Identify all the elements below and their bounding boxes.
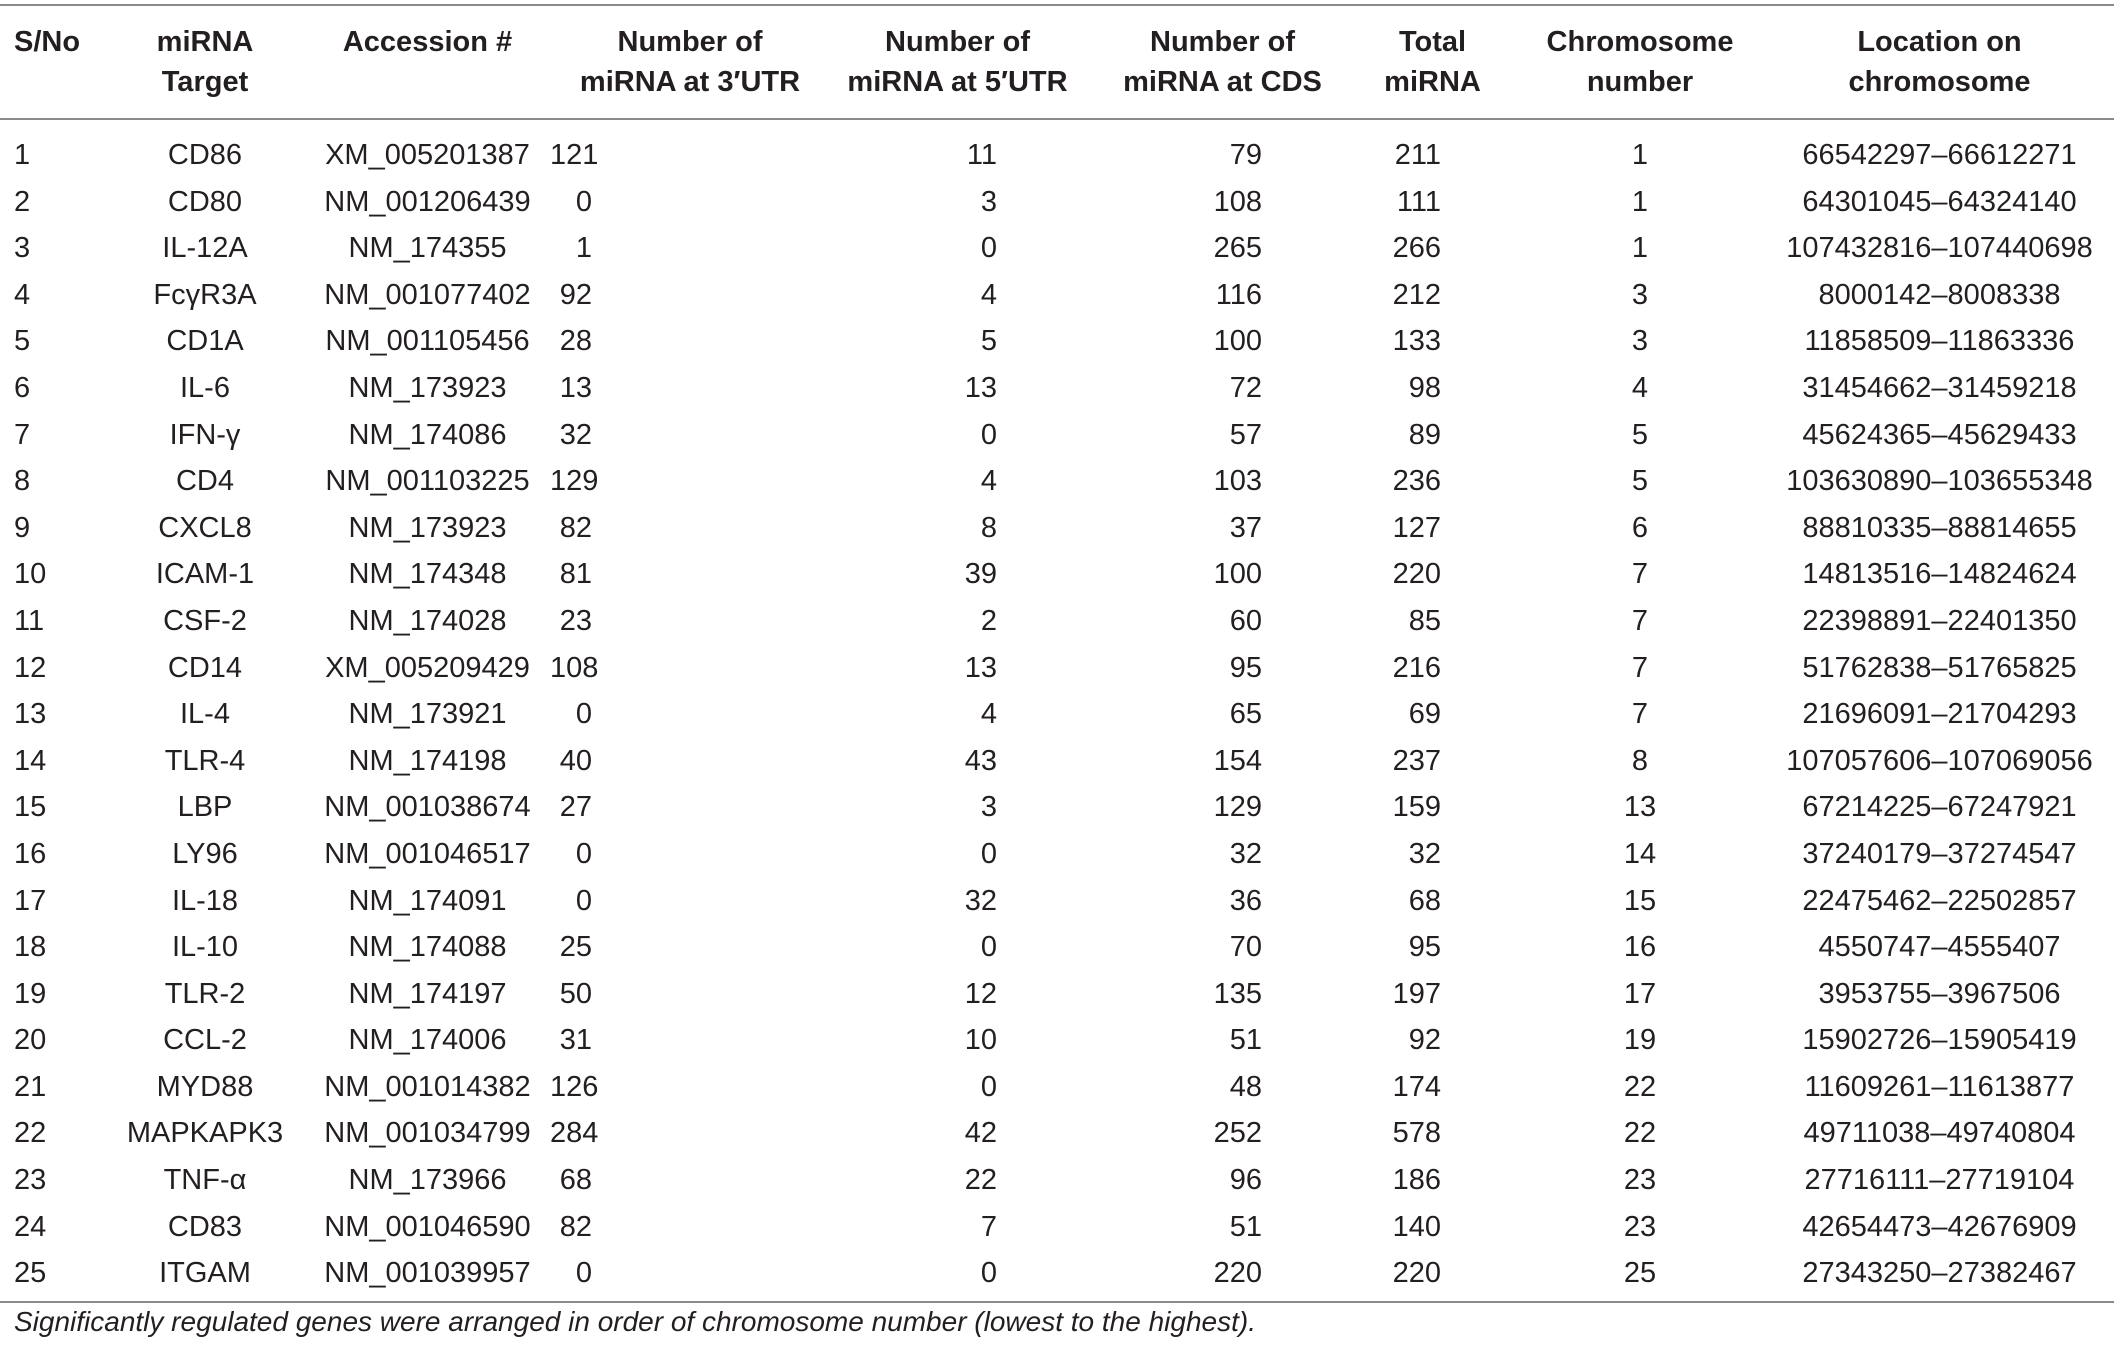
cell-accession: NM_001046590 bbox=[324, 1210, 531, 1243]
cell-location: 8000142–8008338 bbox=[1818, 278, 2061, 311]
cell-utr3: 81 bbox=[559, 558, 592, 591]
cell-utr5: 13 bbox=[964, 371, 997, 404]
cell-cds: 100 bbox=[1213, 558, 1262, 591]
cell-utr5: 43 bbox=[964, 744, 997, 777]
cell-location: 27716111–27719104 bbox=[1804, 1164, 2075, 1197]
table-row bbox=[0, 272, 2114, 319]
cell-chromosome: 5 bbox=[1631, 465, 1649, 498]
cell-accession: NM_174348 bbox=[348, 558, 507, 591]
table-footnote: Significantly regulated genes were arranged in order of chromosome number (lowest to the highest). bbox=[14, 1306, 1256, 1337]
cell-sno: 14 bbox=[14, 744, 47, 777]
cell-target: CSF-2 bbox=[163, 604, 247, 637]
cell-chromosome: 7 bbox=[1631, 651, 1649, 684]
cell-target: IL-4 bbox=[180, 698, 230, 731]
cell-accession: NM_174028 bbox=[348, 604, 507, 637]
cell-sno: 10 bbox=[14, 558, 47, 591]
cell-location: 11858509–11863336 bbox=[1804, 325, 2075, 358]
table-body bbox=[0, 119, 2114, 1302]
cell-target: IL-10 bbox=[171, 931, 239, 964]
cell-utr3: 23 bbox=[559, 604, 592, 637]
cell-target: CD4 bbox=[175, 465, 234, 498]
cell-total: 212 bbox=[1392, 278, 1441, 311]
cell-chromosome: 7 bbox=[1631, 558, 1649, 591]
cell-utr3: 28 bbox=[559, 325, 592, 358]
cell-utr3: 92 bbox=[559, 278, 592, 311]
cell-target: LBP bbox=[177, 791, 233, 824]
cell-total: 32 bbox=[1408, 837, 1441, 870]
cell-total: 220 bbox=[1350, 1250, 1515, 1302]
cell-utr3: 284 bbox=[550, 1117, 599, 1150]
cell-sno: 7 bbox=[14, 418, 31, 451]
cell-sno: 11 bbox=[14, 604, 45, 637]
cell-total: 237 bbox=[1392, 744, 1441, 777]
cell-total: 578 bbox=[1392, 1117, 1441, 1150]
cell-accession: NM_174086 bbox=[348, 418, 507, 451]
cell-location: 88810335–88814655 bbox=[1802, 511, 2077, 544]
cell-sno: 17 bbox=[14, 884, 47, 917]
cell-location: 22475462–22502857 bbox=[1802, 884, 2077, 917]
cell-sno: 12 bbox=[14, 651, 47, 684]
cell-total: 140 bbox=[1392, 1210, 1441, 1243]
table-row bbox=[0, 971, 2114, 1018]
table-row bbox=[0, 225, 2114, 272]
cell-utr3: 40 bbox=[559, 744, 592, 777]
table-row bbox=[0, 1110, 2114, 1157]
cell-total: 92 bbox=[1408, 1024, 1441, 1057]
cell-location: 27343250–27382467 bbox=[1765, 1250, 2114, 1302]
cell-sno: 22 bbox=[14, 1117, 47, 1150]
cell-utr5: 7 bbox=[980, 1210, 997, 1243]
cell-utr5: 3 bbox=[980, 185, 997, 218]
cell-target: MYD88 bbox=[156, 1070, 254, 1103]
table-row bbox=[0, 1157, 2114, 1204]
cell-target: CD80 bbox=[167, 185, 243, 218]
cell-location: 103630890–103655348 bbox=[1786, 465, 2093, 498]
cell-sno: 5 bbox=[14, 325, 31, 358]
cell-sno: 24 bbox=[14, 1210, 47, 1243]
cell-utr3: 31 bbox=[559, 1024, 592, 1057]
cell-utr5: 0 bbox=[980, 418, 997, 451]
cell-accession: NM_173923 bbox=[348, 511, 507, 544]
cell-accession: NM_173923 bbox=[348, 371, 507, 404]
cell-location: 45624365–45629433 bbox=[1802, 418, 2077, 451]
cell-target: LY96 bbox=[172, 837, 238, 870]
cell-sno: 8 bbox=[14, 465, 31, 498]
cell-cds: 135 bbox=[1213, 977, 1262, 1010]
cell-utr3: 27 bbox=[559, 791, 592, 824]
cell-chromosome: 8 bbox=[1631, 744, 1649, 777]
table-row bbox=[0, 924, 2114, 971]
table-row bbox=[0, 551, 2114, 598]
cell-utr3: 68 bbox=[559, 1164, 592, 1197]
cell-utr3: 0 bbox=[575, 837, 592, 870]
cell-accession: NM_174198 bbox=[348, 744, 507, 777]
table-row bbox=[0, 1204, 2114, 1251]
header-accession: Accession # bbox=[305, 5, 550, 119]
cell-location: 14813516–14824624 bbox=[1802, 558, 2077, 591]
cell-utr3: 126 bbox=[550, 1070, 599, 1103]
cell-accession: NM_001038674 bbox=[324, 791, 531, 824]
cell-utr5: 22 bbox=[964, 1164, 997, 1197]
cell-target: IL-18 bbox=[171, 884, 239, 917]
cell-sno: 4 bbox=[14, 278, 31, 311]
cell-chromosome: 5 bbox=[1631, 418, 1649, 451]
header-row bbox=[0, 5, 2114, 119]
cell-chromosome: 14 bbox=[1623, 837, 1657, 870]
cell-cds: 103 bbox=[1213, 465, 1262, 498]
cell-cds: 79 bbox=[1229, 139, 1262, 171]
cell-utr5: 0 bbox=[980, 232, 997, 265]
cell-location: 107432816–107440698 bbox=[1786, 232, 2093, 265]
cell-cds: 65 bbox=[1229, 698, 1262, 731]
cell-utr3: 108 bbox=[550, 651, 599, 684]
table-row bbox=[0, 458, 2114, 505]
header-sno: S/No bbox=[0, 5, 105, 119]
cell-cds: 95 bbox=[1229, 651, 1262, 684]
cell-location: 31454662–31459218 bbox=[1802, 371, 2077, 404]
cell-accession: NM_001014382 bbox=[324, 1070, 531, 1103]
table-row bbox=[0, 365, 2114, 412]
cell-total: 89 bbox=[1408, 418, 1441, 451]
cell-cds: 36 bbox=[1229, 884, 1262, 917]
cell-utr5: 10 bbox=[964, 1024, 997, 1057]
cell-cds: 252 bbox=[1213, 1117, 1262, 1150]
table-row bbox=[0, 738, 2114, 785]
cell-total: 127 bbox=[1392, 511, 1441, 544]
table-row bbox=[0, 598, 2114, 645]
cell-accession: NM_001039957 bbox=[305, 1250, 550, 1302]
cell-utr3: 0 bbox=[575, 185, 592, 218]
cell-total: 266 bbox=[1392, 232, 1441, 265]
cell-cds: 51 bbox=[1229, 1024, 1262, 1057]
cell-cds: 154 bbox=[1213, 744, 1262, 777]
cell-location: 66542297–66612271 bbox=[1802, 139, 2077, 171]
cell-utr5: 42 bbox=[964, 1117, 997, 1150]
cell-utr3: 82 bbox=[559, 511, 592, 544]
cell-location: 22398891–22401350 bbox=[1802, 604, 2077, 637]
cell-chromosome: 19 bbox=[1623, 1024, 1657, 1057]
cell-chromosome: 7 bbox=[1631, 698, 1649, 731]
cell-target: CD83 bbox=[167, 1210, 243, 1243]
header-utr5: Number of miRNA at 5′UTR bbox=[820, 5, 1085, 119]
cell-sno: 19 bbox=[14, 977, 47, 1010]
cell-accession: NM_174197 bbox=[348, 977, 507, 1010]
cell-total: 211 bbox=[1394, 139, 1441, 171]
mirna-table bbox=[0, 4, 2114, 1303]
cell-location: 3953755–3967506 bbox=[1818, 977, 2061, 1010]
table-row bbox=[0, 179, 2114, 226]
cell-cds: 72 bbox=[1229, 371, 1262, 404]
cell-utr5: 0 bbox=[980, 837, 997, 870]
cell-utr5: 2 bbox=[980, 604, 997, 637]
cell-target: IL-12A bbox=[162, 232, 248, 265]
cell-utr3: 0 bbox=[550, 1250, 820, 1302]
cell-sno: 21 bbox=[14, 1070, 47, 1103]
cell-utr3: 0 bbox=[575, 698, 592, 731]
cell-utr5: 0 bbox=[980, 931, 997, 964]
cell-chromosome: 3 bbox=[1631, 278, 1649, 311]
cell-cds: 129 bbox=[1213, 791, 1262, 824]
cell-sno: 16 bbox=[14, 837, 47, 870]
table-row bbox=[0, 645, 2114, 692]
cell-total: 69 bbox=[1408, 698, 1441, 731]
cell-utr3: 129 bbox=[550, 465, 599, 498]
cell-utr5: 4 bbox=[980, 698, 997, 731]
cell-target: TLR-2 bbox=[164, 977, 246, 1010]
cell-total: 85 bbox=[1408, 604, 1441, 637]
cell-location: 4550747–4555407 bbox=[1818, 931, 2061, 964]
cell-utr5: 5 bbox=[980, 325, 997, 358]
cell-utr3: 82 bbox=[559, 1210, 592, 1243]
header-utr3: Number of miRNA at 3′UTR bbox=[550, 5, 820, 119]
cell-sno: 15 bbox=[14, 791, 47, 824]
cell-utr5: 0 bbox=[980, 1070, 997, 1103]
table-row bbox=[0, 1064, 2114, 1111]
table-row bbox=[0, 505, 2114, 552]
cell-cds: 57 bbox=[1229, 418, 1262, 451]
header-total: Total miRNA bbox=[1350, 5, 1515, 119]
cell-chromosome: 17 bbox=[1623, 977, 1657, 1010]
cell-utr5: 39 bbox=[964, 558, 997, 591]
table-row bbox=[0, 878, 2114, 925]
cell-chromosome: 1 bbox=[1631, 232, 1649, 265]
cell-chromosome: 23 bbox=[1623, 1164, 1657, 1197]
cell-utr5: 13 bbox=[964, 651, 997, 684]
cell-accession: XM_005201387 bbox=[325, 139, 530, 171]
cell-utr3: 13 bbox=[559, 371, 592, 404]
cell-total: 159 bbox=[1392, 791, 1441, 824]
cell-cds: 37 bbox=[1229, 511, 1262, 544]
cell-chromosome: 25 bbox=[1515, 1250, 1765, 1302]
cell-cds: 32 bbox=[1229, 837, 1262, 870]
cell-target: CD86 bbox=[167, 139, 243, 171]
cell-cds: 116 bbox=[1215, 278, 1262, 311]
cell-chromosome: 3 bbox=[1631, 325, 1649, 358]
cell-utr3: 0 bbox=[575, 884, 592, 917]
cell-chromosome: 1 bbox=[1631, 139, 1649, 171]
cell-location: 11609261–11613877 bbox=[1804, 1070, 2075, 1103]
cell-total: 220 bbox=[1392, 558, 1441, 591]
cell-target: TNF-α bbox=[163, 1164, 247, 1197]
cell-location: 67214225–67247921 bbox=[1802, 791, 2077, 824]
cell-sno: 1 bbox=[14, 139, 31, 171]
cell-sno: 9 bbox=[14, 511, 31, 544]
cell-location: 107057606–107069056 bbox=[1786, 744, 2093, 777]
cell-target: ITGAM bbox=[105, 1250, 305, 1302]
cell-utr3: 50 bbox=[559, 977, 592, 1010]
cell-utr5: 0 bbox=[820, 1250, 1085, 1302]
table-row bbox=[0, 1017, 2114, 1064]
cell-cds: 220 bbox=[1085, 1250, 1350, 1302]
cell-utr5: 4 bbox=[980, 278, 997, 311]
cell-accession: NM_001103225 bbox=[325, 465, 530, 498]
cell-target: IFN-γ bbox=[169, 418, 241, 451]
cell-utr3: 121 bbox=[550, 139, 599, 171]
cell-accession: XM_005209429 bbox=[325, 651, 530, 684]
cell-total: 133 bbox=[1392, 325, 1441, 358]
cell-accession: NM_174006 bbox=[348, 1024, 507, 1057]
cell-location: 42654473–42676909 bbox=[1802, 1210, 2077, 1243]
cell-accession: NM_174355 bbox=[348, 232, 507, 265]
cell-target: ICAM-1 bbox=[155, 558, 255, 591]
cell-total: 197 bbox=[1392, 977, 1441, 1010]
header-target: miRNA Target bbox=[105, 5, 305, 119]
cell-utr3: 32 bbox=[559, 418, 592, 451]
cell-target: CXCL8 bbox=[158, 511, 252, 544]
cell-location: 49711038–49740804 bbox=[1803, 1117, 2076, 1150]
cell-sno: 3 bbox=[14, 232, 31, 265]
cell-target: FcγR3A bbox=[153, 278, 257, 311]
cell-utr5: 12 bbox=[964, 977, 997, 1010]
table-row bbox=[0, 412, 2114, 459]
cell-chromosome: 4 bbox=[1631, 371, 1649, 404]
cell-total: 236 bbox=[1392, 465, 1441, 498]
cell-target: CCL-2 bbox=[163, 1024, 247, 1057]
cell-sno: 6 bbox=[14, 371, 31, 404]
cell-chromosome: 23 bbox=[1623, 1210, 1657, 1243]
cell-location: 15902726–15905419 bbox=[1802, 1024, 2077, 1057]
cell-chromosome: 15 bbox=[1623, 884, 1657, 917]
cell-target: TLR-4 bbox=[164, 744, 246, 777]
cell-total: 174 bbox=[1392, 1070, 1441, 1103]
cell-total: 186 bbox=[1392, 1164, 1441, 1197]
table-row bbox=[0, 784, 2114, 831]
cell-total: 95 bbox=[1408, 931, 1441, 964]
cell-chromosome: 22 bbox=[1623, 1117, 1657, 1150]
cell-chromosome: 1 bbox=[1631, 185, 1649, 218]
cell-utr3: 25 bbox=[559, 931, 592, 964]
cell-utr5: 4 bbox=[980, 465, 997, 498]
cell-cds: 96 bbox=[1229, 1164, 1262, 1197]
cell-chromosome: 6 bbox=[1631, 511, 1649, 544]
table-row bbox=[0, 691, 2114, 738]
cell-sno: 18 bbox=[14, 931, 47, 964]
cell-cds: 265 bbox=[1213, 232, 1262, 265]
cell-target: MAPKAPK3 bbox=[126, 1117, 284, 1150]
cell-accession: NM_174088 bbox=[348, 931, 507, 964]
cell-utr5: 3 bbox=[980, 791, 997, 824]
cell-sno: 25 bbox=[0, 1250, 105, 1302]
cell-accession: NM_173966 bbox=[348, 1164, 507, 1197]
cell-accession: NM_001105456 bbox=[325, 325, 530, 358]
cell-sno: 23 bbox=[14, 1164, 47, 1197]
cell-location: 37240179–37274547 bbox=[1802, 837, 2077, 870]
table-row bbox=[0, 318, 2114, 365]
cell-chromosome: 22 bbox=[1623, 1070, 1657, 1103]
cell-sno: 2 bbox=[14, 185, 31, 218]
cell-target: IL-6 bbox=[180, 371, 230, 404]
cell-accession: NM_001034799 bbox=[324, 1117, 531, 1150]
cell-cds: 48 bbox=[1229, 1070, 1262, 1103]
table-row bbox=[0, 831, 2114, 878]
header-chromosome: Chromosome number bbox=[1515, 5, 1765, 119]
cell-utr3: 1 bbox=[575, 232, 592, 265]
cell-accession: NM_174091 bbox=[348, 884, 507, 917]
cell-total: 98 bbox=[1408, 371, 1441, 404]
cell-target: CD1A bbox=[166, 325, 244, 358]
cell-accession: NM_001046517 bbox=[324, 837, 531, 870]
cell-cds: 51 bbox=[1229, 1210, 1262, 1243]
cell-sno: 20 bbox=[14, 1024, 47, 1057]
cell-total: 68 bbox=[1408, 884, 1441, 917]
cell-cds: 70 bbox=[1229, 931, 1262, 964]
cell-cds: 100 bbox=[1213, 325, 1262, 358]
cell-accession: NM_173921 bbox=[348, 698, 507, 731]
cell-accession: NM_001077402 bbox=[324, 278, 531, 311]
cell-location: 51762838–51765825 bbox=[1802, 651, 2077, 684]
cell-target: CD14 bbox=[167, 651, 243, 684]
cell-chromosome: 13 bbox=[1623, 791, 1657, 824]
cell-total: 216 bbox=[1392, 651, 1441, 684]
cell-chromosome: 7 bbox=[1631, 604, 1649, 637]
table-header bbox=[0, 5, 2114, 119]
cell-cds: 108 bbox=[1213, 185, 1262, 218]
cell-accession: NM_001206439 bbox=[324, 185, 531, 218]
cell-utr5: 11 bbox=[966, 139, 997, 171]
cell-utr5: 8 bbox=[980, 511, 997, 544]
cell-utr5: 32 bbox=[964, 884, 997, 917]
table-row bbox=[0, 1250, 2114, 1302]
cell-chromosome: 16 bbox=[1623, 931, 1657, 964]
header-cds: Number of miRNA at CDS bbox=[1085, 5, 1350, 119]
cell-cds: 60 bbox=[1229, 604, 1262, 637]
header-location: Location on chromosome bbox=[1765, 5, 2114, 119]
cell-location: 21696091–21704293 bbox=[1802, 698, 2077, 731]
cell-total: 111 bbox=[1396, 185, 1441, 218]
table-row bbox=[0, 119, 2114, 179]
cell-sno: 13 bbox=[14, 698, 47, 731]
cell-location: 64301045–64324140 bbox=[1802, 185, 2077, 218]
